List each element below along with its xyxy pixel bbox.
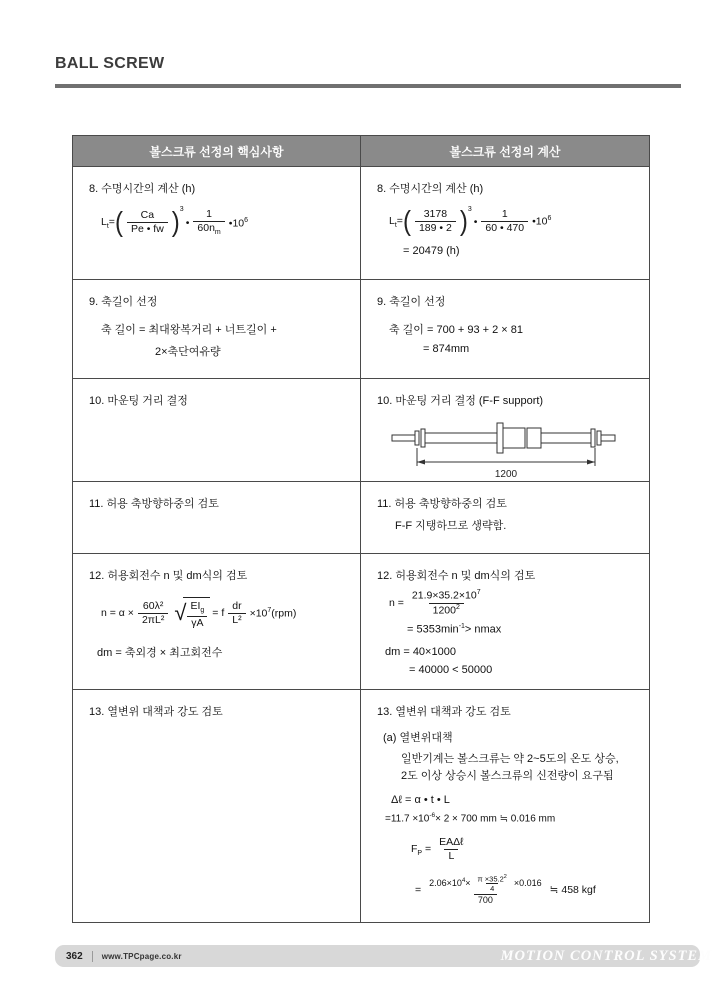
cell-row10-left [73,378,361,481]
title-rule [55,84,681,88]
fraction: $\frac{21.9\times 35.2\times 10^7}{1200^2}$ [411,589,481,617]
cell-row13-left [73,689,361,922]
row8-result: = 20479 (h) [403,245,460,258]
cell-row11-right [361,481,649,553]
row12-right-line3: dm = 40×1000 [385,645,456,658]
open-paren: ( [402,205,411,237]
document-title: BALL SCREW [55,55,165,72]
row13-paragraph: 일반기계는 볼스크류는 약 2~5도의 온도 상승, 2도 이상 상승시 볼스크류의 신전량이 요구됨 [401,753,619,782]
cell-row13-right [361,689,649,922]
thermal-force-calc: = $2.06\times 10^4\times$ $\frac{\pi \times 35.2^2}{4}$ ×0.016 700 ≒ 458 kgf [415,873,596,905]
row12-left-line2: dm = 축외경 × 최고회전수 [97,646,223,659]
cell-row12-right [361,553,649,689]
row12-right-line4: = 40000 < 50000 [409,663,493,676]
ballscrew-shaft-diagram [391,418,619,480]
row11-left-title: 11. 허용 축방향하중의 검토 [89,498,219,510]
cell-row8-left [73,166,361,279]
row9-right-line1: 축 길이 = 700 + 93 + 2 × 81 [389,324,524,336]
elongation-calc: $=11.7 \times 10^{-6}\times 2 \times 700$ mm ≒ 0.016 mm [385,812,556,825]
row9-left-line2: 2×축단여유량 [155,346,221,358]
row8-left-title: 8. 수명시간의 계산 (h) [89,183,196,195]
critical-speed-calc: n = $\frac{21.9\times 35.2\times 10^7}{1200^2}$ [389,589,641,617]
table-header-keypoints: 볼스크류 선정의 핵심사항 [73,136,361,166]
exponent: 3 [467,206,472,213]
brand-watermark: MOTION CONTROL SYSTEM [500,948,712,964]
fraction: $\frac{Ca}{Pe • fw}$ [127,209,168,236]
row8-right-title: 8. 수명시간의 계산 (h) [377,183,484,195]
footer-divider [92,951,93,962]
row12-right-line2: = $5353\min^{-1}> nmax$ [407,623,502,636]
fraction: $\frac{1}{60 • 470}$ [481,208,528,235]
life-formula-left: $L_t=$ ( $\frac{Ca}{Pe • fw}$ ) $^3$ • $\frac{1}{60n_m}$ $•10^6$ [101,206,249,238]
row12-right-title: 12. 허용회전수 n 및 dm식의 검토 [377,570,536,582]
elongation-formula: Δℓ = α • t • L [391,794,450,806]
cell-row9-left [73,279,361,378]
square-root: √ $\frac{EI_g}{\gamma A}$ [174,597,210,630]
row9-left-title: 9. 축길이 선정 [89,296,158,308]
page-number: 362 [66,950,83,962]
row10-left-title: 10. 마운팅 거리 결정 [89,395,188,407]
row12-left-title: 12. 허용회전수 n 및 dm식의 검토 [89,570,248,582]
thermal-force-formula: $F_P$ = $\frac{\text{EAΔℓ}}{L}$ [411,836,641,863]
row10-right-title: 10. 마운팅 거리 결정 (F-F support) [377,395,544,407]
row9-right-line2: = 874mm [423,343,470,355]
fraction: $2.06\times 10^4\times$ $\frac{\pi \times 35.2^2}{4}$ ×0.016 700 [429,873,542,905]
life-formula-right: $L_t=$ ( $\frac{3178}{189 • 2}$ ) $^3$ • $\frac{1}{60 • 470}$ $•10^6$ [389,205,552,237]
row9-left-line1: 축 길이 = 최대왕복거리 + 너트길이 + [101,324,277,336]
cell-row9-right [361,279,649,378]
cell-row8-right [361,166,649,279]
selection-table [72,135,650,923]
row13-right-title: 13. 열변위 대책과 강도 검토 [377,706,511,718]
open-paren: ( [114,206,123,238]
inner-fraction: $\frac{\pi \times 35.2^2}{4}$ [477,873,507,894]
close-paren: ) [459,205,468,237]
website-url: www.TPCpage.co.kr [101,951,182,961]
cell-row11-left [73,481,361,553]
fraction: $\frac{3178}{189 • 2}$ [415,208,456,235]
row13-sub-title: (a) 열변위대책 [383,732,453,744]
close-paren: ) [171,206,180,238]
row13-left-title: 13. 열변위 대책과 강도 검토 [89,706,223,718]
row11-right-title: 11. 허용 축방향하중의 검토 [377,498,507,510]
table-header-calculation: 볼스크류 선정의 계산 [361,136,649,166]
fraction: $\frac{\text{60λ²}}{\text{2πL²}}$ [138,600,168,627]
fraction: $\frac{1}{60n_m}$ [193,208,224,238]
critical-speed-formula: n = α × $\frac{\text{60λ²}}{\text{2πL²}}$ √ $\frac{EI_g}{\gamma A}$ = f $\frac{dr}{\text{L²}}$ $\times 10^7(rpm)$ [101,597,352,630]
exponent: 3 [179,206,184,213]
fraction: $\frac{dr}{\text{L²}}$ [228,600,245,627]
footer-bar [55,945,712,967]
fraction: $\frac{\text{EAΔℓ}}{L}$ [439,836,464,863]
cell-row10-right [361,378,649,481]
cell-row12-left [73,553,361,689]
row9-right-title: 9. 축길이 선정 [377,296,446,308]
dimension-label: 1200 [494,469,518,480]
row11-right-note: F-F 지탱하므로 생략함. [395,520,507,532]
